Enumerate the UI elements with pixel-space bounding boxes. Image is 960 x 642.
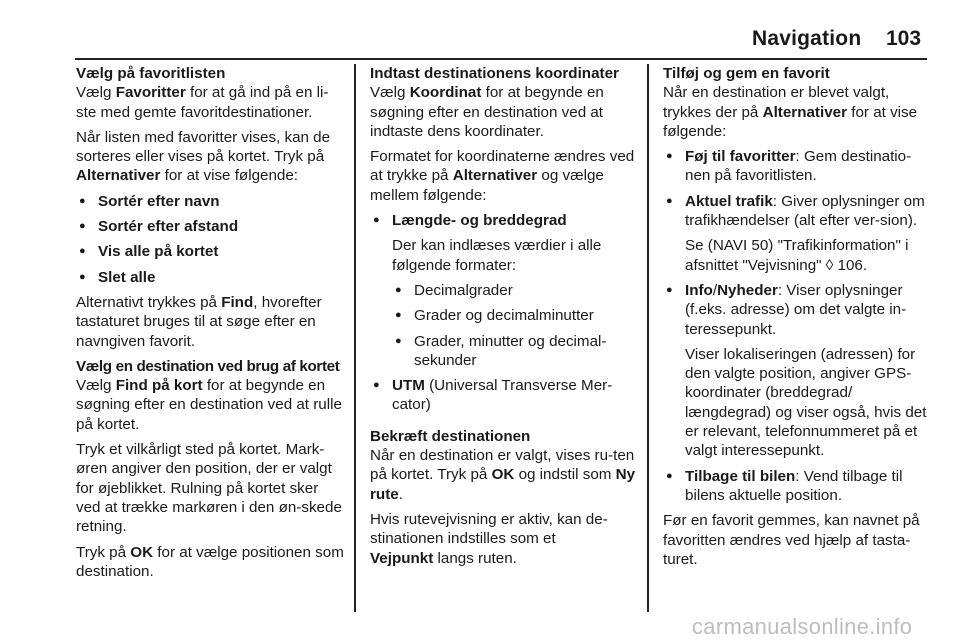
term: Koordinat bbox=[409, 84, 482, 102]
text: Når en destination er blevet valgt, trykkes der på bbox=[663, 84, 890, 121]
text: Når en destination er valgt, vises ru-ten på kortet. Tryk på bbox=[370, 447, 635, 484]
text: for at begynde en søgning efter en destination ved at indtaste dens koordinater. bbox=[370, 84, 604, 140]
column-middle bbox=[370, 64, 640, 574]
term: Alternativer bbox=[452, 167, 538, 185]
list-item bbox=[663, 192, 928, 275]
list-item bbox=[370, 211, 640, 370]
text: Der kan indlæses værdier i alle følgende formater: bbox=[392, 237, 602, 274]
paragraph: Før en favorit gemmes, kan navnet på favoritten ændres ved hjælp af tasta-turet. bbox=[663, 512, 920, 568]
list-item bbox=[663, 281, 928, 461]
text: Alternativt trykkes på bbox=[76, 293, 222, 311]
page-header bbox=[0, 0, 960, 60]
term: OK bbox=[130, 543, 154, 561]
text: og indstil som bbox=[514, 466, 616, 484]
text: Viser lokaliseringen (adressen) for den valgte position, angiver GPS-koordinater (breddegrad/ længdegrad) og viser også, hvis det er relevant, telefonnummeret på et valgt interessepunkt. bbox=[685, 345, 927, 460]
text: Tryk på bbox=[76, 543, 131, 561]
paragraph bbox=[76, 83, 346, 122]
text: Se (NAVI 50) "Trafikinformation" i afsnittet "Vejvisning" ◊ 106. bbox=[685, 237, 909, 274]
term: Favoritter bbox=[115, 84, 186, 102]
list-item: ● Sortér efter afstand bbox=[76, 217, 346, 236]
text: Vælg bbox=[76, 84, 116, 102]
header-rule bbox=[75, 58, 927, 60]
text: for at vælge positionen som destination. bbox=[76, 543, 344, 580]
paragraph bbox=[370, 147, 640, 205]
column-divider bbox=[647, 64, 649, 612]
heading-add-favorite: Tilføj og gem en favorit bbox=[663, 65, 830, 82]
term: Ny rute bbox=[370, 466, 636, 503]
section-title: Navigation bbox=[752, 27, 862, 50]
text: Vælg bbox=[76, 377, 116, 395]
paragraph bbox=[370, 83, 640, 141]
term: UTM bbox=[392, 377, 425, 395]
term: Længde- og breddegrad bbox=[392, 212, 567, 230]
text: for at gå ind på en li-ste med gemte favoritdestinationer. bbox=[76, 84, 329, 121]
term: OK bbox=[491, 466, 515, 484]
text: : Giver oplysninger om trafikhændelser (alt efter ver-sion). bbox=[685, 192, 925, 230]
text: og vælge mellem følgende: bbox=[370, 167, 604, 204]
sub-list-item: ● Decimalgrader bbox=[392, 281, 640, 300]
text: for at vise følgende: bbox=[160, 167, 299, 185]
text: for at begynde en søgning efter en destination ved at rulle på kortet. bbox=[76, 377, 342, 433]
sub-list-item: ● Grader, minutter og decimal-sekunder bbox=[392, 332, 640, 371]
heading-favorites-list: Vælg på favoritlisten bbox=[76, 65, 226, 82]
text: : Vend tilbage til bilens aktuelle position. bbox=[685, 467, 903, 504]
list-item: ● Slet alle bbox=[76, 268, 346, 287]
text: for at vise følgende: bbox=[663, 103, 918, 140]
term: Tilbage til bilen bbox=[685, 467, 796, 485]
paragraph bbox=[370, 446, 640, 504]
list-item bbox=[370, 376, 640, 415]
paragraph bbox=[76, 376, 346, 434]
format-list bbox=[370, 211, 640, 415]
options-list bbox=[663, 147, 928, 505]
term: Nyheder bbox=[717, 281, 778, 299]
paragraph bbox=[370, 510, 640, 568]
list-item bbox=[663, 147, 928, 186]
column-left bbox=[76, 64, 346, 587]
heading-select-on-map: Vælg en destination ved brug af kortet bbox=[76, 357, 340, 375]
list-item: ● Sortér efter navn bbox=[76, 192, 346, 211]
column-divider bbox=[354, 64, 356, 612]
text: Når listen med favoritter vises, kan de sorteres eller vises på kortet. Tryk på bbox=[76, 128, 331, 166]
term: Info bbox=[685, 281, 713, 299]
term: Alternativer bbox=[76, 167, 161, 185]
term: Vejpunkt bbox=[370, 549, 434, 567]
paragraph bbox=[663, 83, 928, 141]
text: , hvorefter tastaturet bruges til at søge efter en navngiven favorit. bbox=[76, 293, 322, 350]
text: : Viser oplysninger (f.eks. adresse) om det valgte in-teressepunkt. bbox=[685, 281, 907, 338]
heading-confirm: Bekræft destinationen bbox=[370, 427, 531, 445]
text: : Gem destinatio-nen på favoritlisten. bbox=[685, 148, 912, 185]
term: Find bbox=[221, 293, 254, 311]
heading-coordinates: Indtast destinationens koordinater bbox=[370, 65, 619, 82]
watermark: carmanualsonline.info bbox=[692, 614, 913, 639]
options-list bbox=[76, 192, 346, 287]
text: Formatet for koordinaterne ændres ved at trykke på bbox=[370, 148, 635, 185]
text: langs ruten. bbox=[433, 549, 517, 567]
paragraph bbox=[76, 293, 346, 351]
text: (Universal Transverse Mer-cator) bbox=[392, 377, 613, 414]
paragraph: Tryk et vilkårligt sted på kortet. Mark-øren angiver den position, der er valgt for øjeblikket. Rulning på kortet sker ved at trække markøren i den øn-skede retning. bbox=[76, 441, 342, 536]
page-number: 103 bbox=[886, 27, 922, 50]
text: / bbox=[712, 281, 718, 299]
list-item bbox=[663, 467, 928, 506]
text: Vælg bbox=[370, 84, 410, 102]
sub-list bbox=[392, 281, 640, 370]
term: Føj til favoritter bbox=[685, 148, 796, 166]
term: Alternativer bbox=[762, 103, 848, 121]
sub-list-item: ● Grader og decimalminutter bbox=[392, 306, 640, 325]
text: Hvis rutevejvisning er aktiv, kan de-stinationen indstilles som et bbox=[370, 510, 608, 548]
paragraph bbox=[76, 543, 346, 582]
text: . bbox=[398, 485, 403, 503]
list-item: ● Vis alle på kortet bbox=[76, 242, 346, 261]
term: Find på kort bbox=[115, 377, 203, 395]
paragraph bbox=[76, 128, 346, 186]
term: Aktuel trafik bbox=[685, 192, 773, 210]
column-right bbox=[663, 64, 928, 575]
